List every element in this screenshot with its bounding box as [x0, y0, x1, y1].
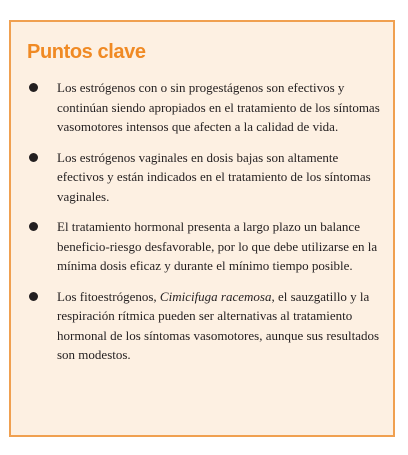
list-item	[11, 148, 393, 207]
list-item-text: Los estrógenos con o sin progestágenos son efectivos y continúan siendo apropiados en el tratamiento de los síntomas vasomotores intensos que afecten a la calidad de vida.	[57, 80, 380, 134]
list-item	[11, 78, 393, 137]
list-item-text: El tratamiento hormonal presenta a largo plazo un balance beneficio-riesgo desfavorable, por lo que debe utilizarse en la mínima dosis eficaz y durante el mínimo tiempo posible.	[57, 219, 378, 273]
box-title: Puntos clave	[27, 41, 146, 63]
list-item-text: Los estrógenos vaginales en dosis bajas son altamente efectivos y están indicados en el tratamiento de los síntomas vaginales.	[57, 149, 371, 204]
bullet-icon	[29, 292, 38, 301]
list-item-text-italic: Cimicifuga racemosa	[159, 288, 272, 304]
bullet-icon	[29, 222, 38, 231]
list-item-text-start: Los fitoestrógenos,	[57, 288, 160, 304]
list-item	[11, 287, 393, 365]
bullet-icon	[29, 83, 38, 92]
key-points-list	[11, 78, 393, 376]
list-item-text-end: , el sauzgatillo y la respiración rítmica pueden ser alternativas al tratamiento hormonal de los síntomas vasomotores, aunque sus resultados son modestos.	[57, 288, 380, 362]
bullet-icon	[29, 153, 38, 162]
list-item	[11, 217, 393, 276]
key-points-box	[9, 20, 395, 437]
list-item-text	[57, 289, 379, 363]
